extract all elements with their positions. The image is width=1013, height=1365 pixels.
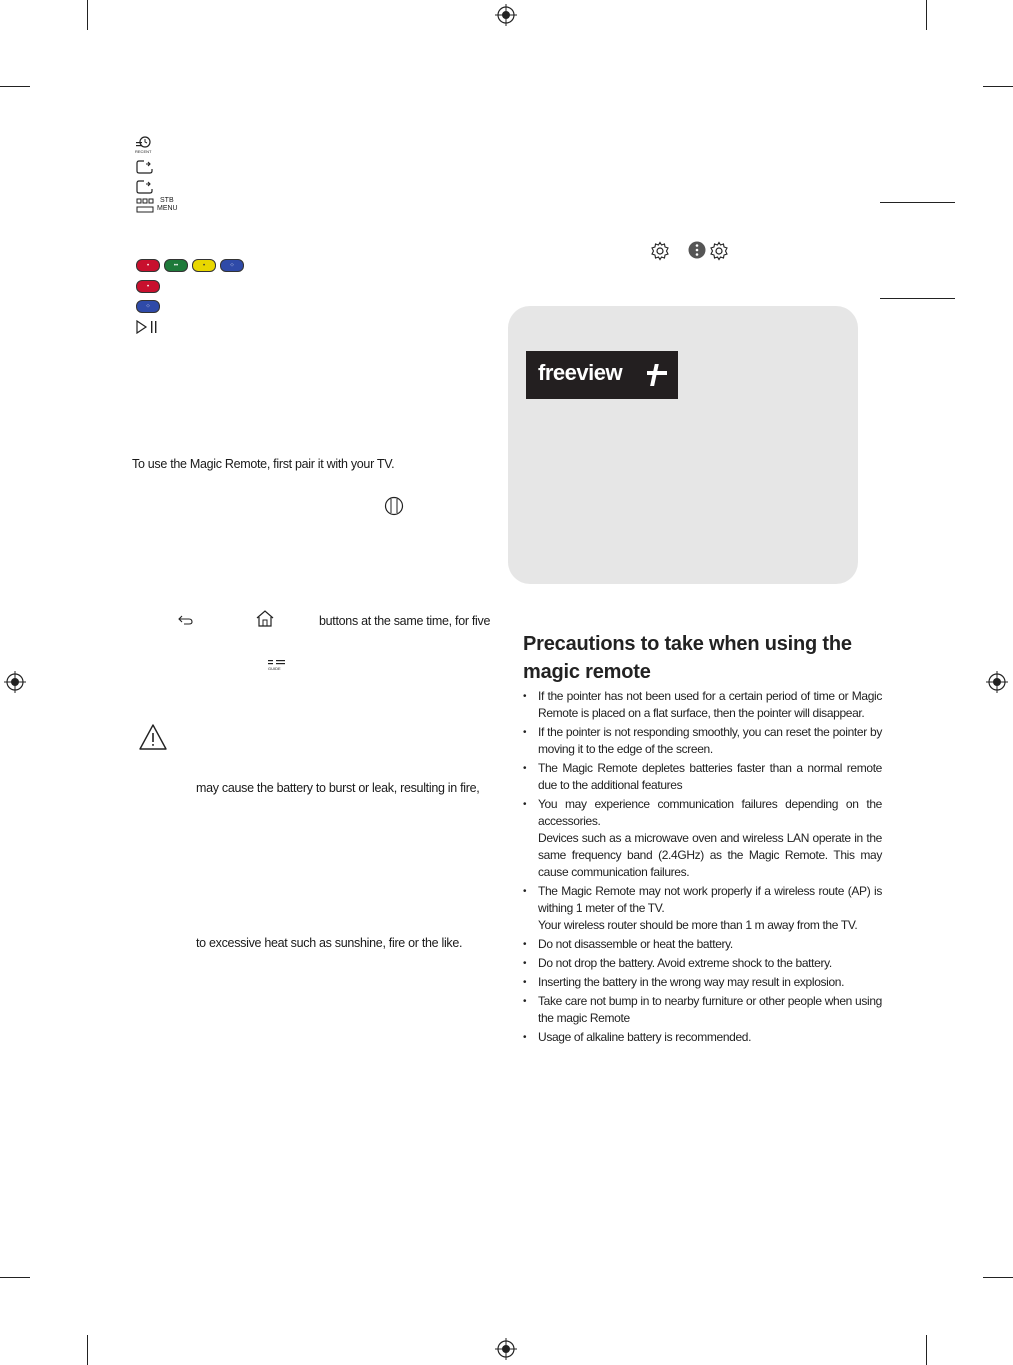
precaution-text: The Magic Remote depletes batteries faster than a normal remote due to the additional features [538, 761, 882, 792]
settings-icon [650, 241, 670, 261]
bullet-icon: • [523, 996, 527, 1007]
precaution-item [520, 1029, 882, 1046]
freeview-logo [526, 351, 678, 399]
precaution-text: Take care not bump in to nearby furniture or other people when using the magic Remote [538, 994, 882, 1025]
home-icon [255, 610, 275, 628]
buttons-fragment-text: buttons at the same time, for five [319, 614, 491, 628]
precaution-subtext: Devices such as a microwave oven and wireless LAN operate in the same frequency band (2.4GHz) as the Magic Remote. This may cause communication failures. [538, 831, 882, 879]
input-icon-2 [136, 180, 156, 194]
guide-icon [267, 659, 289, 673]
registration-mark-top-icon [495, 4, 517, 26]
bullet-icon: • [523, 886, 527, 897]
bullet-icon: • [523, 1032, 527, 1043]
precaution-item [520, 724, 882, 758]
crop-mark-top-right-h [983, 86, 1013, 87]
precaution-text: If the pointer is not responding smoothly, you can reset the pointer by moving it to the edge of the screen. [538, 725, 882, 756]
input-icon-1 [136, 160, 156, 174]
registration-mark-right-icon [986, 671, 1008, 693]
precaution-text: Do not drop the battery. Avoid extreme shock to the battery. [538, 956, 832, 970]
wheel-button-icon [384, 496, 404, 516]
precaution-item [520, 993, 882, 1027]
menu-label: MENU [157, 205, 178, 212]
red-button-icon-2: • [136, 280, 160, 293]
bullet-icon: • [523, 727, 527, 738]
precautions-list [520, 688, 882, 1048]
blue-button-icon: ⁘ [220, 259, 244, 272]
precaution-text: If the pointer has not been used for a certain period of time or Magic Remote is placed on a flat surface, then the pointer will disappear. [538, 689, 882, 720]
heat-warning-text: to excessive heat such as sunshine, fire or the like. [196, 936, 463, 950]
play-pause-icon [136, 320, 160, 334]
precaution-item [520, 760, 882, 794]
side-tab-line-top [880, 202, 955, 203]
crop-mark-bottom-right-v [926, 1335, 927, 1365]
precaution-item [520, 796, 882, 881]
freeview-plus-icon [646, 363, 668, 387]
crop-mark-top-left-v [87, 0, 88, 30]
crop-mark-top-right-v [926, 0, 927, 30]
red-button-icon: • [136, 259, 160, 272]
crop-mark-bottom-right-h [983, 1277, 1013, 1278]
precaution-item [520, 688, 882, 722]
bullet-icon: • [523, 977, 527, 988]
bullet-icon: • [523, 691, 527, 702]
crop-mark-bottom-left-h [0, 1277, 30, 1278]
green-button-icon: •• [164, 259, 188, 272]
bullet-icon: • [523, 763, 527, 774]
stb-menu-icon [136, 198, 186, 214]
more-options-icon [688, 241, 706, 259]
crop-mark-top-left-h [0, 86, 30, 87]
battery-warning-text: may cause the battery to burst or leak, resulting in fire, [196, 781, 480, 795]
pair-intro-text: To use the Magic Remote, first pair it with your TV. [132, 457, 395, 471]
precaution-item [520, 883, 882, 934]
precaution-text: Do not disassemble or heat the battery. [538, 937, 733, 951]
warning-icon [138, 723, 168, 751]
stb-label: STB [160, 197, 174, 204]
precaution-item [520, 955, 882, 972]
freeview-logo-text: freeview [538, 360, 623, 385]
bullet-icon: • [523, 799, 527, 810]
back-icon [178, 614, 194, 626]
recent-label: RECENT [135, 149, 152, 154]
precaution-text: Inserting the battery in the wrong way may result in explosion. [538, 975, 845, 989]
precaution-subtext: Your wireless router should be more than 1 m away from the TV. [538, 918, 858, 932]
crop-mark-bottom-left-v [87, 1335, 88, 1365]
precaution-item [520, 936, 882, 953]
precaution-text: Usage of alkaline battery is recommended. [538, 1030, 752, 1044]
recent-icon [135, 136, 157, 156]
yellow-button-icon: • [192, 259, 216, 272]
precaution-text: You may experience communication failures depending on the accessories. [538, 797, 882, 828]
guide-label: GUIDE [268, 666, 281, 671]
precautions-heading: Precautions to take when using the magic remote [523, 633, 852, 683]
bullet-icon: • [523, 958, 527, 969]
registration-mark-bottom-icon [495, 1338, 517, 1360]
bullet-icon: • [523, 939, 527, 950]
freeview-panel [508, 306, 858, 584]
precaution-text: The Magic Remote may not work properly if a wireless route (AP) is withing 1 meter of the TV. [538, 884, 882, 915]
precaution-item [520, 974, 882, 991]
side-tab-line-bottom [880, 298, 955, 299]
registration-mark-left-icon [4, 671, 26, 693]
blue-button-icon-2: ⁘ [136, 300, 160, 313]
settings-icon-2 [709, 241, 729, 261]
